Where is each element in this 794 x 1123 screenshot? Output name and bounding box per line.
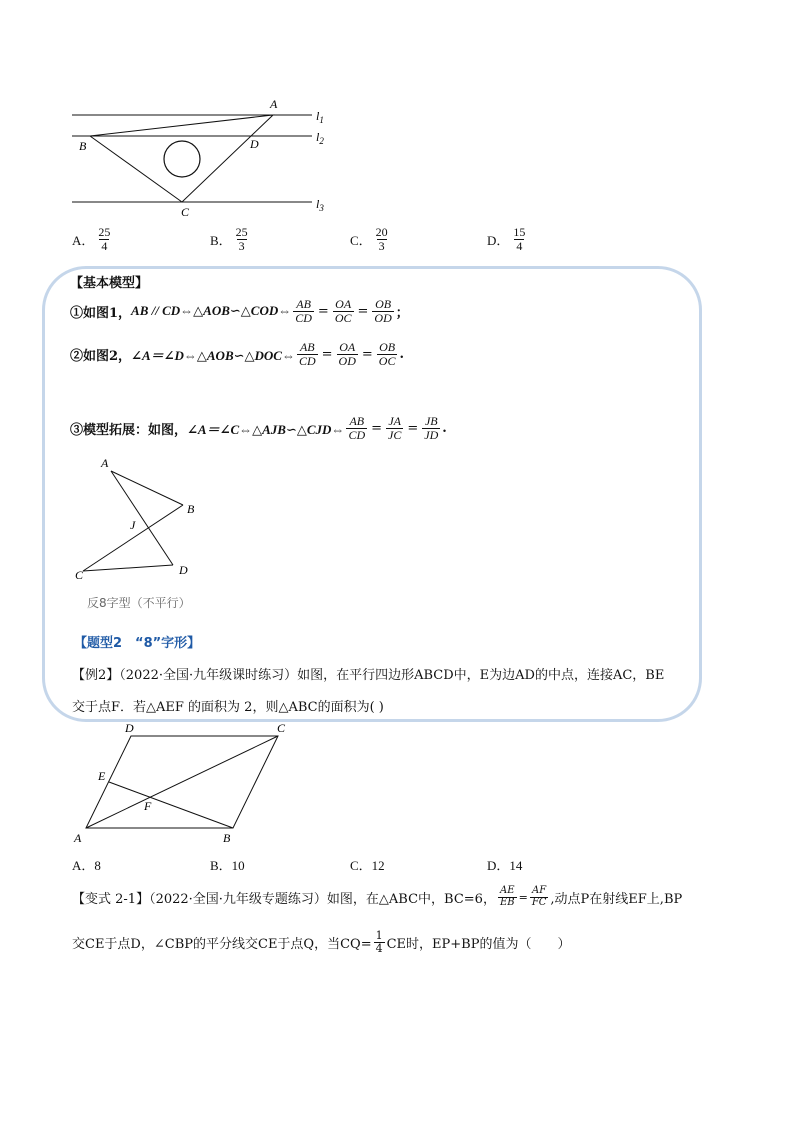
fig2-label-b: B: [187, 502, 195, 516]
fig3-label-a: A: [74, 831, 82, 845]
ex2-option-c[interactable]: C．12: [350, 858, 385, 873]
fig1-label-l1: l: [316, 109, 320, 123]
fig3-label-d: D: [125, 721, 134, 735]
var21-line-2: 交CE于点D，∠CBP的平分线交CE于点Q，当CQ= $\frac{1}{4}$ CE时，EP+BP的值为（ ）: [72, 929, 571, 955]
ex2-line-2: 交于点F．若△AEF 的面积为 2，则△ABC的面积为( ): [72, 700, 384, 715]
fig2-label-a: A: [101, 456, 109, 470]
fig1-label-l1-sub: 1: [319, 115, 324, 125]
fig1-label-l2: l: [316, 130, 320, 144]
q1-option-a[interactable]: A． $\frac{25}{4}$: [72, 225, 111, 253]
fig1-label-d: D: [250, 137, 259, 151]
fig1-label-l3: l: [316, 197, 320, 211]
model-item-1: ①如图1， AB // CD⇔△AOB∽△COD⇔ $\frac{AB}{CD}$ = $\frac{OA}{OC}$ = $\frac{OB}{OD}$ ；: [70, 297, 409, 325]
fig1-label-l3-sub: 3: [319, 203, 324, 213]
fig1-label-l2-sub: 2: [319, 136, 324, 146]
figure-reverse-8: [70, 455, 210, 585]
fig3-label-b: B: [223, 831, 231, 845]
figure-parallelogram: [68, 718, 298, 848]
q1-option-c[interactable]: C． $\frac{20}{3}$: [350, 225, 388, 253]
fig1-label-a: A: [270, 97, 278, 111]
fig1-label-c: C: [181, 205, 190, 219]
svg-text:l1: [316, 109, 324, 125]
fig3-label-f: F: [144, 799, 152, 813]
fig2-label-j: J: [130, 518, 136, 532]
figure-parallel-lines: [60, 95, 350, 225]
ex2-option-b[interactable]: B．10: [210, 858, 245, 873]
model-item-2: ②如图2， ∠A＝∠D⇔△AOB∽△DOC⇔ $\frac{AB}{CD}$ = $\frac{OA}{OD}$ = $\frac{OB}{OC}$ .: [70, 340, 404, 368]
q1-option-d[interactable]: D． $\frac{15}{4}$: [487, 225, 526, 253]
q1-option-b[interactable]: B． $\frac{25}{3}$: [210, 225, 248, 253]
fig3-label-c: C: [277, 721, 286, 735]
ex2-option-a[interactable]: A．8: [72, 858, 101, 873]
ex2-line-1: 【例2】（2022·全国·九年级课时练习）如图，在平行四边形ABCD中，E为边AD的中点，连接AC，BE: [72, 668, 665, 683]
fig2-label-c: C: [75, 568, 84, 582]
fig1-label-b: B: [79, 139, 87, 153]
type2-title: 【题型2 “8”字形】: [74, 636, 201, 651]
model-title: 【基本模型】: [70, 276, 149, 291]
svg-text:l2: [316, 130, 324, 146]
svg-text:l3: [316, 197, 324, 213]
ex2-option-d[interactable]: D．14: [487, 858, 523, 873]
fig2-caption: 反8字型（不平行）: [87, 596, 191, 610]
fig3-label-e: E: [98, 769, 106, 783]
var21-line-1: 【变式 2-1】（2022·全国·九年级专题练习）如图，在△ABC中，BC=6， $\frac{AE}{EB}$ = $\frac{AF}{FC}$ ,动点P在射线EF上,BP: [72, 885, 683, 908]
model-item-3: ③模型拓展：如图， ∠A＝∠C⇔△AJB∽△CJD⇔ $\frac{AB}{CD}$ = $\frac{JA}{JC}$ = $\frac{JB}{JD}$ .: [70, 414, 447, 442]
fig2-label-d: D: [179, 563, 188, 577]
